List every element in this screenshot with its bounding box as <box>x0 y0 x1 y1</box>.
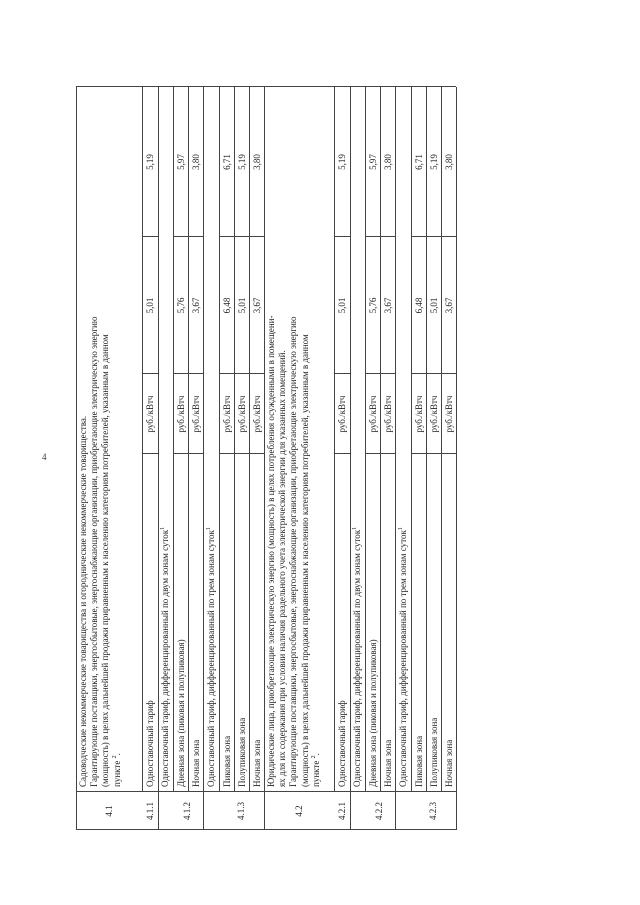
unit-cell: руб./кВтч <box>444 395 454 433</box>
value-cell: 5,97 <box>368 154 378 170</box>
unit-cell: руб./кВтч <box>383 395 393 433</box>
rule <box>365 87 366 792</box>
tariff-subheading-text: Одноставочный тариф, дифференцированный по двум зонам суток <box>160 529 170 787</box>
tariff-subheading <box>206 527 217 787</box>
value-cell: 5,19 <box>145 154 155 170</box>
heading-line: (мощность) в целях дальнейшей продажи приравненным к населению категориям потребителей, указанным в данном <box>100 334 111 787</box>
value-cell: 3,67 <box>252 297 262 314</box>
unit-cell: руб./кВтч <box>237 395 247 433</box>
heading-line: (мощность) в целях дальнейшей продажи приравненным к населению категориям потребителей, указанным в данном <box>299 334 310 787</box>
heading-line: ях для их содержания при условии наличия раздельного учета электрической энергии для указанных помещений. <box>277 350 288 787</box>
unit-cell: руб./кВтч <box>337 395 347 433</box>
section-heading <box>78 91 123 787</box>
rule <box>76 87 77 830</box>
unit-cell: руб./кВтч <box>368 395 378 433</box>
zone-label: Полупиковая зона <box>429 717 439 787</box>
value-cell: 5,19 <box>429 154 439 170</box>
unit-cell: руб./кВтч <box>222 395 232 433</box>
rule <box>219 87 220 792</box>
rule <box>76 791 456 792</box>
value-cell: 5,76 <box>176 297 186 314</box>
unit-cell: руб./кВтч <box>176 395 186 433</box>
value-cell: 6,48 <box>222 297 232 314</box>
tariff-subheading-text: Одноставочный тариф, дифференцированный по трем зонам суток <box>398 530 408 787</box>
row-number: 4.1.2 <box>182 802 192 820</box>
value-cell: 5,01 <box>145 297 155 314</box>
zone-label: Ночная зона <box>252 739 262 787</box>
tariff-subheading <box>160 527 171 787</box>
heading-line: Гарантирующие поставщики, энергосбытовые, энергоснабжающие организации, приобретающие электрическую энергию <box>89 316 100 787</box>
section-number: 4.2 <box>294 805 304 817</box>
value-cell: 5,97 <box>176 154 186 170</box>
value-cell: 6,48 <box>414 297 424 314</box>
rule <box>426 87 427 792</box>
zone-label: Пиковая зона <box>414 735 424 787</box>
tariff-label: Одноставочный тариф <box>145 700 155 787</box>
unit-cell: руб./кВтч <box>414 395 424 433</box>
footnote-mark: 2 <box>111 755 118 759</box>
rule <box>350 87 351 830</box>
heading-line: Юридические лица, приобретающие электрическую энергию (мощность) в целях потребления осужденными в помещени- <box>266 315 276 787</box>
row-number: 4.1.3 <box>236 802 246 820</box>
footnote-mark: 1 <box>206 527 212 531</box>
zone-label: Ночная зона <box>444 739 454 787</box>
rule <box>203 87 204 830</box>
value-cell: 3,80 <box>252 154 262 170</box>
heading-line: Гарантирующие поставщики, энергосбытовые, энергоснабжающие организации, приобретающие электрическую энергию <box>288 316 299 787</box>
value-cell: 5,01 <box>337 297 347 314</box>
tariff-subheading-text: Одноставочный тариф, дифференцированный по двум зонам суток <box>352 529 362 787</box>
unit-cell: руб./кВтч <box>429 395 439 433</box>
footnote-mark: 2 <box>310 755 317 759</box>
rule <box>234 87 235 792</box>
rule <box>76 86 456 87</box>
zone-label: Дневная зона (пиковая и полупиковая) <box>176 639 186 787</box>
row-number: 4.2.1 <box>337 802 347 820</box>
tariff-table <box>60 74 636 842</box>
row-number: 4.2.3 <box>428 802 438 820</box>
rule <box>395 87 396 830</box>
heading-line: пункте $^2$. <box>310 753 321 787</box>
value-cell: 6,71 <box>414 154 424 170</box>
value-cell: 5,19 <box>237 154 247 170</box>
rule <box>456 87 457 830</box>
rule <box>173 87 174 792</box>
rule <box>334 87 335 792</box>
tariff-subheading <box>398 527 409 787</box>
value-cell: 5,19 <box>337 154 347 170</box>
section-number: 4.1 <box>104 805 114 817</box>
rule <box>76 829 456 830</box>
rule <box>158 87 159 830</box>
zone-label: Полупиковая зона <box>237 717 247 787</box>
zone-label: Дневная зона (пиковая и полупиковая) <box>368 639 378 787</box>
section-heading <box>266 91 322 787</box>
value-cell: 6,71 <box>222 154 232 170</box>
rule <box>264 87 265 830</box>
rule <box>142 87 143 792</box>
value-cell: 5,01 <box>429 297 439 314</box>
footnote-mark: 1 <box>352 526 358 530</box>
zone-label: Ночная зона <box>383 739 393 787</box>
value-cell: 3,80 <box>383 154 393 170</box>
rotated-page <box>60 74 636 842</box>
footnote-mark: 1 <box>398 527 404 531</box>
heading-line: Садоводческие некоммерческие товарищества и огороднические некоммерческие товарищества. <box>78 415 88 787</box>
heading-line-text: пункте <box>310 760 321 787</box>
zone-label: Ночная зона <box>191 739 201 787</box>
unit-cell: руб./кВтч <box>252 395 262 433</box>
rule <box>249 87 250 792</box>
rule <box>411 87 412 792</box>
page-number: 4 <box>42 452 47 462</box>
tariff-label: Одноставочный тариф <box>337 700 347 787</box>
value-cell: 3,80 <box>444 154 454 170</box>
rule <box>188 87 189 792</box>
heading-line-text: пункте <box>111 760 122 787</box>
value-cell: 3,80 <box>191 154 201 170</box>
heading-line: пункте $^2$. <box>111 753 122 787</box>
value-cell: 5,76 <box>368 297 378 314</box>
rule <box>441 87 442 792</box>
row-number: 4.1.1 <box>145 802 155 820</box>
rule <box>380 87 381 792</box>
value-cell: 5,01 <box>237 297 247 314</box>
zone-label: Пиковая зона <box>222 735 232 787</box>
value-cell: 3,67 <box>383 297 393 314</box>
tariff-subheading <box>352 527 363 787</box>
row-number: 4.2.2 <box>374 802 384 820</box>
value-cell: 3,67 <box>191 297 201 314</box>
footnote-mark: 1 <box>160 526 166 530</box>
tariff-subheading-text: Одноставочный тариф, дифференцированный по трем зонам суток <box>206 530 216 787</box>
unit-cell: руб./кВтч <box>145 395 155 433</box>
unit-cell: руб./кВтч <box>191 395 201 433</box>
value-cell: 3,67 <box>444 297 454 314</box>
